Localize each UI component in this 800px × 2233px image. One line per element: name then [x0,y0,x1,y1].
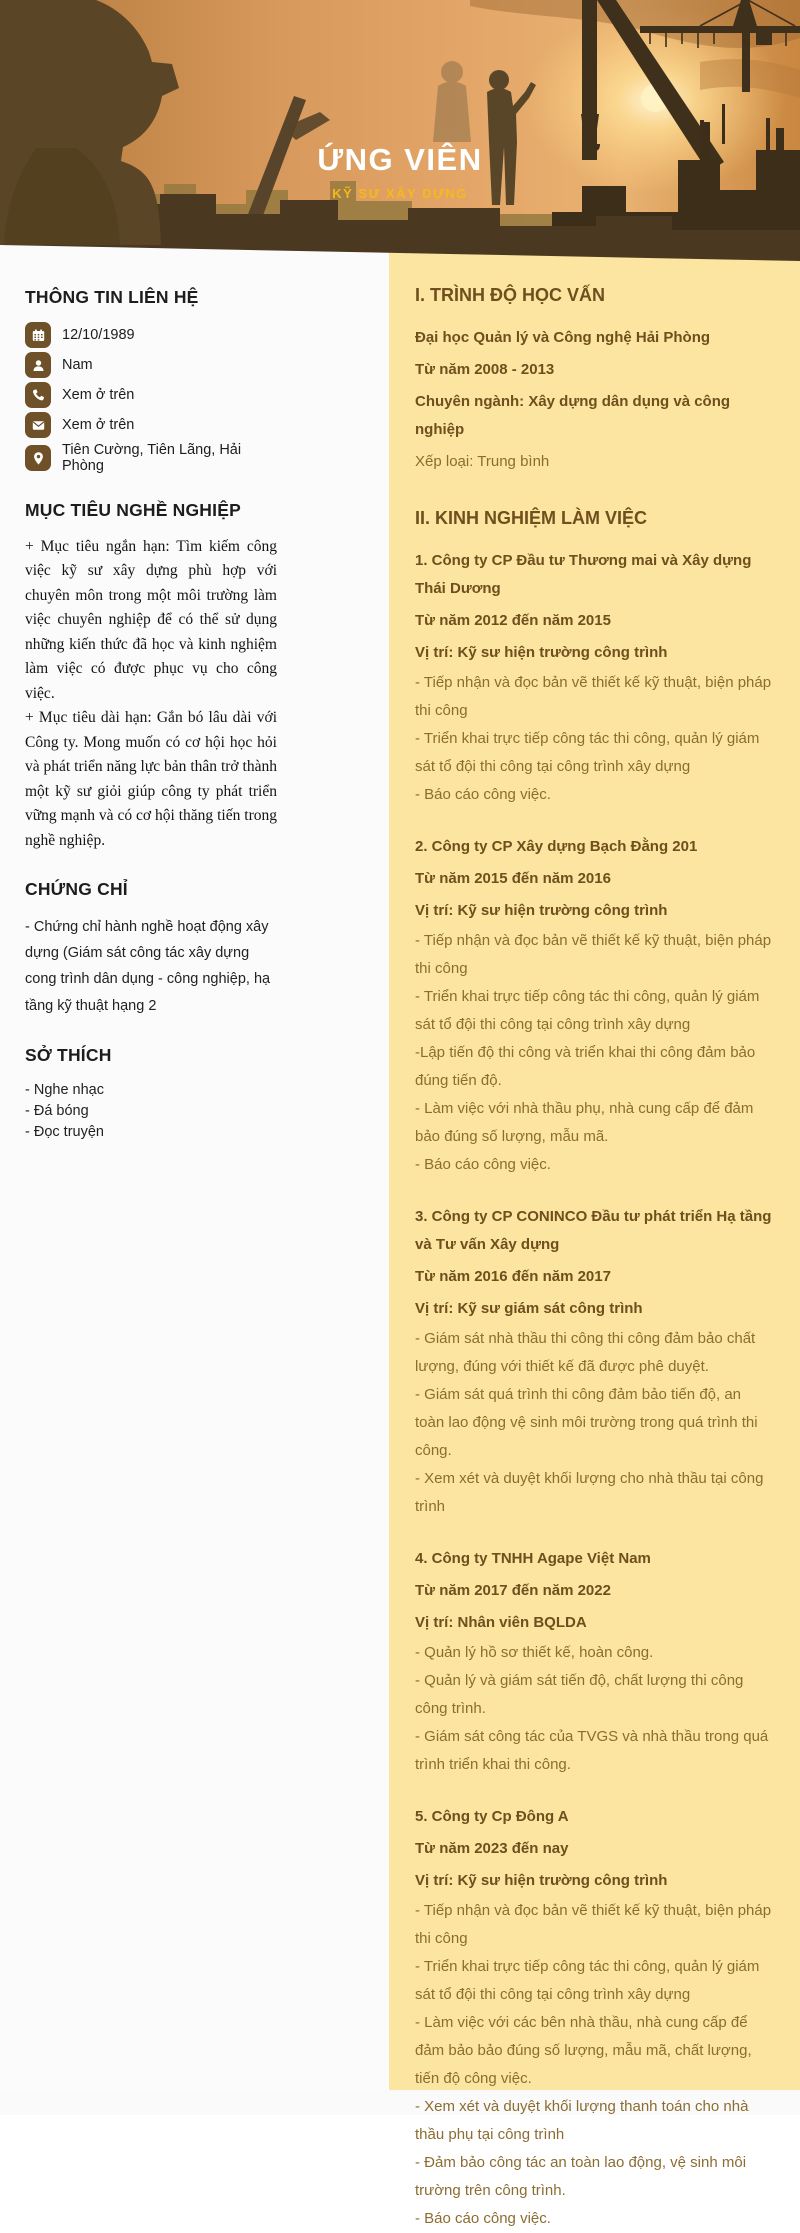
contact-item-birthday [25,322,277,348]
job-duty: - Triển khai trực tiếp công tác thi công, quản lý giám sát tổ đội thi công tại công trình xây dựng [415,988,760,1033]
contact-item-address [25,442,277,474]
contact-item-phone [25,382,277,408]
experience-heading: II. KINH NGHIỆM LÀM VIỆC [415,508,648,528]
job-company: 5. Công ty Cp Đông A [415,1808,569,1825]
contact-item-email [25,412,277,438]
contact-address-value: Tiên Cường, Tiên Lãng, Hải Phòng [62,442,242,474]
objective-heading: MỤC TIÊU NGHỀ NGHIỆP [25,500,241,520]
job-period: Từ năm 2023 đến nay [415,1840,569,1857]
job-duty: -Lập tiến độ thi công và triển khai thi công đảm bảo đúng tiến độ. [415,1044,756,1089]
job-entry-1 [415,547,772,809]
job-period: Từ năm 2017 đến năm 2022 [415,1582,611,1599]
job-company: 4. Công ty TNHH Agape Việt Nam [415,1550,651,1567]
job-company: 3. Công ty CP CONINCO Đầu tư phát triển Hạ tầng và Tư vấn Xây dựng [415,1208,772,1253]
objective-section [25,500,277,853]
objective-long-term: + Mục tiêu dài hạn: Gắn bó lâu dài với Công ty. Mong muốn có cơ hội học hỏi và phát triển năng lực bản thân trở thành một kỹ sư giỏi giúp công ty phát triển vững mạnh và có cơ hội thăng tiến trong nghề nghiệp. [25,709,277,849]
job-duty: - Giám sát quá trình thi công đảm bảo tiến độ, an toàn lao động vệ sinh môi trường trong quá trình thi công. [415,1386,758,1459]
user-icon [25,352,51,378]
job-duty: - Quản lý và giám sát tiến độ, chất lượng thi công công trình. [415,1672,744,1717]
phone-icon [25,382,51,408]
education-section [415,285,772,476]
contact-gender-value: Nam [62,357,93,373]
hobbies-section [25,1045,277,1143]
job-position: Vị trí: Nhân viên BQLDA [415,1614,587,1631]
page-title: ỨNG VIÊN [317,142,483,177]
contact-phone-value: Xem ở trên [62,387,135,403]
sidebar [0,245,389,2090]
job-duty: - Tiếp nhận và đọc bản vẽ thiết kế kỹ thuật, biện pháp thi công [415,1902,772,1947]
job-duty: - Làm việc với các bên nhà thầu, nhà cung cấp để đảm bảo bảo đúng số lượng, mẫu mã, chất lượng, tiến độ công việc. [415,2014,752,2087]
certificates-section [25,879,277,1018]
job-entry-2 [415,833,772,1179]
hobby-item: - Đá bóng [25,1102,89,1119]
job-duty: - Báo cáo công việc. [415,1156,551,1173]
certificate-text: - Chứng chỉ hành nghề hoạt động xây dựng (Giám sát công tác xây dựng cong trình dân dụng - công nghiệp, hạ tầng kỹ thuật hạng 2 [25,919,271,1014]
education-school: Đại học Quản lý và Công nghệ Hải Phòng [415,329,711,346]
experience-section [415,508,772,2233]
job-duty: - Đảm bảo công tác an toàn lao động, vệ sinh môi trường trên công trình. [415,2154,747,2199]
education-heading: I. TRÌNH ĐỘ HỌC VẤN [415,285,606,305]
job-period: Từ năm 2012 đến năm 2015 [415,612,611,629]
job-duty: - Triển khai trực tiếp công tác thi công, quản lý giám sát tổ đội thi công tại công trình xây dựng [415,1958,760,2003]
job-position: Vị trí: Kỹ sư giám sát công trình [415,1300,643,1317]
job-duty: - Báo cáo công việc. [415,2210,551,2227]
education-period: Từ năm 2008 - 2013 [415,361,555,378]
hobby-item: - Nghe nhạc [25,1081,104,1098]
job-entry-4 [415,1545,772,1779]
contact-item-gender [25,352,277,378]
email-icon [25,412,51,438]
content-columns [0,245,800,2227]
objective-short-term: + Mục tiêu ngắn hạn: Tìm kiếm công việc kỹ sư xây dựng phù hợp với chuyên môn trong một môi trường làm việc chuyên nghiệp để có thể sử dụng những kiến thức đã học và kinh nghiệm làm việc có được phục vụ cho công việc. [25,538,277,702]
job-duty: - Tiếp nhận và đọc bản vẽ thiết kế kỹ thuật, biện pháp thi công [415,674,772,719]
contact-birthday-value: 12/10/1989 [62,327,135,343]
job-duty: - Xem xét và duyệt khối lượng cho nhà thầu tại công trình [415,1470,764,1515]
contact-section [25,287,277,474]
job-duty: - Quản lý hồ sơ thiết kế, hoàn công. [415,1644,654,1661]
main-content [389,245,800,2227]
job-period: Từ năm 2015 đến năm 2016 [415,870,611,887]
job-position: Vị trí: Kỹ sư hiện trường công trình [415,1872,668,1889]
certificates-heading: CHỨNG CHỈ [25,879,128,900]
education-major: Chuyên ngành: Xây dựng dân dụng và công nghiệp [415,393,731,438]
job-duty: - Triển khai trực tiếp công tác thi công, quản lý giám sát tổ đội thi công tại công trình xây dựng [415,730,760,775]
job-duty: - Giám sát công tác của TVGS và nhà thầu trong quá trình triển khai thi công. [415,1728,769,1773]
education-grade: Xếp loại: Trung bình [415,453,550,470]
job-company: 1. Công ty CP Đầu tư Thương mai và Xây dựng Thái Dương [415,552,752,597]
job-duty: - Xem xét và duyệt khối lượng thanh toán cho nhà thầu phụ tại công trình [415,2098,749,2143]
job-period: Từ năm 2016 đến năm 2017 [415,1268,611,1285]
hobby-item: - Đọc truyện [25,1123,104,1140]
construction-sunset-illustration [0,0,800,245]
contact-heading: THÔNG TIN LIÊN HỆ [25,287,199,307]
calendar-icon [25,322,51,348]
job-entry-3 [415,1203,772,1521]
job-position: Vị trí: Kỹ sư hiện trường công trình [415,902,668,919]
header-banner [0,0,800,245]
job-duty: - Tiếp nhận và đọc bản vẽ thiết kế kỹ thuật, biện pháp thi công [415,932,772,977]
job-entry-5 [415,1803,772,2233]
job-duty: - Giám sát nhà thầu thi công thi công đảm bảo chất lượng, đúng với thiết kế đã được phê duyệt. [415,1330,756,1375]
job-duty: - Báo cáo công việc. [415,786,551,803]
job-position: Vị trí: Kỹ sư hiện trường công trình [415,644,668,661]
job-company: 2. Công ty CP Xây dựng Bạch Đằng 201 [415,838,698,855]
page-subtitle: KỸ SƯ XÂY DỰNG [332,186,468,201]
job-duty: - Làm việc với nhà thầu phụ, nhà cung cấp để đảm bảo đúng số lượng, mẫu mã. [415,1100,754,1145]
contact-email-value: Xem ở trên [62,417,135,433]
location-icon [25,445,51,471]
hobbies-heading: SỞ THÍCH [25,1044,112,1065]
